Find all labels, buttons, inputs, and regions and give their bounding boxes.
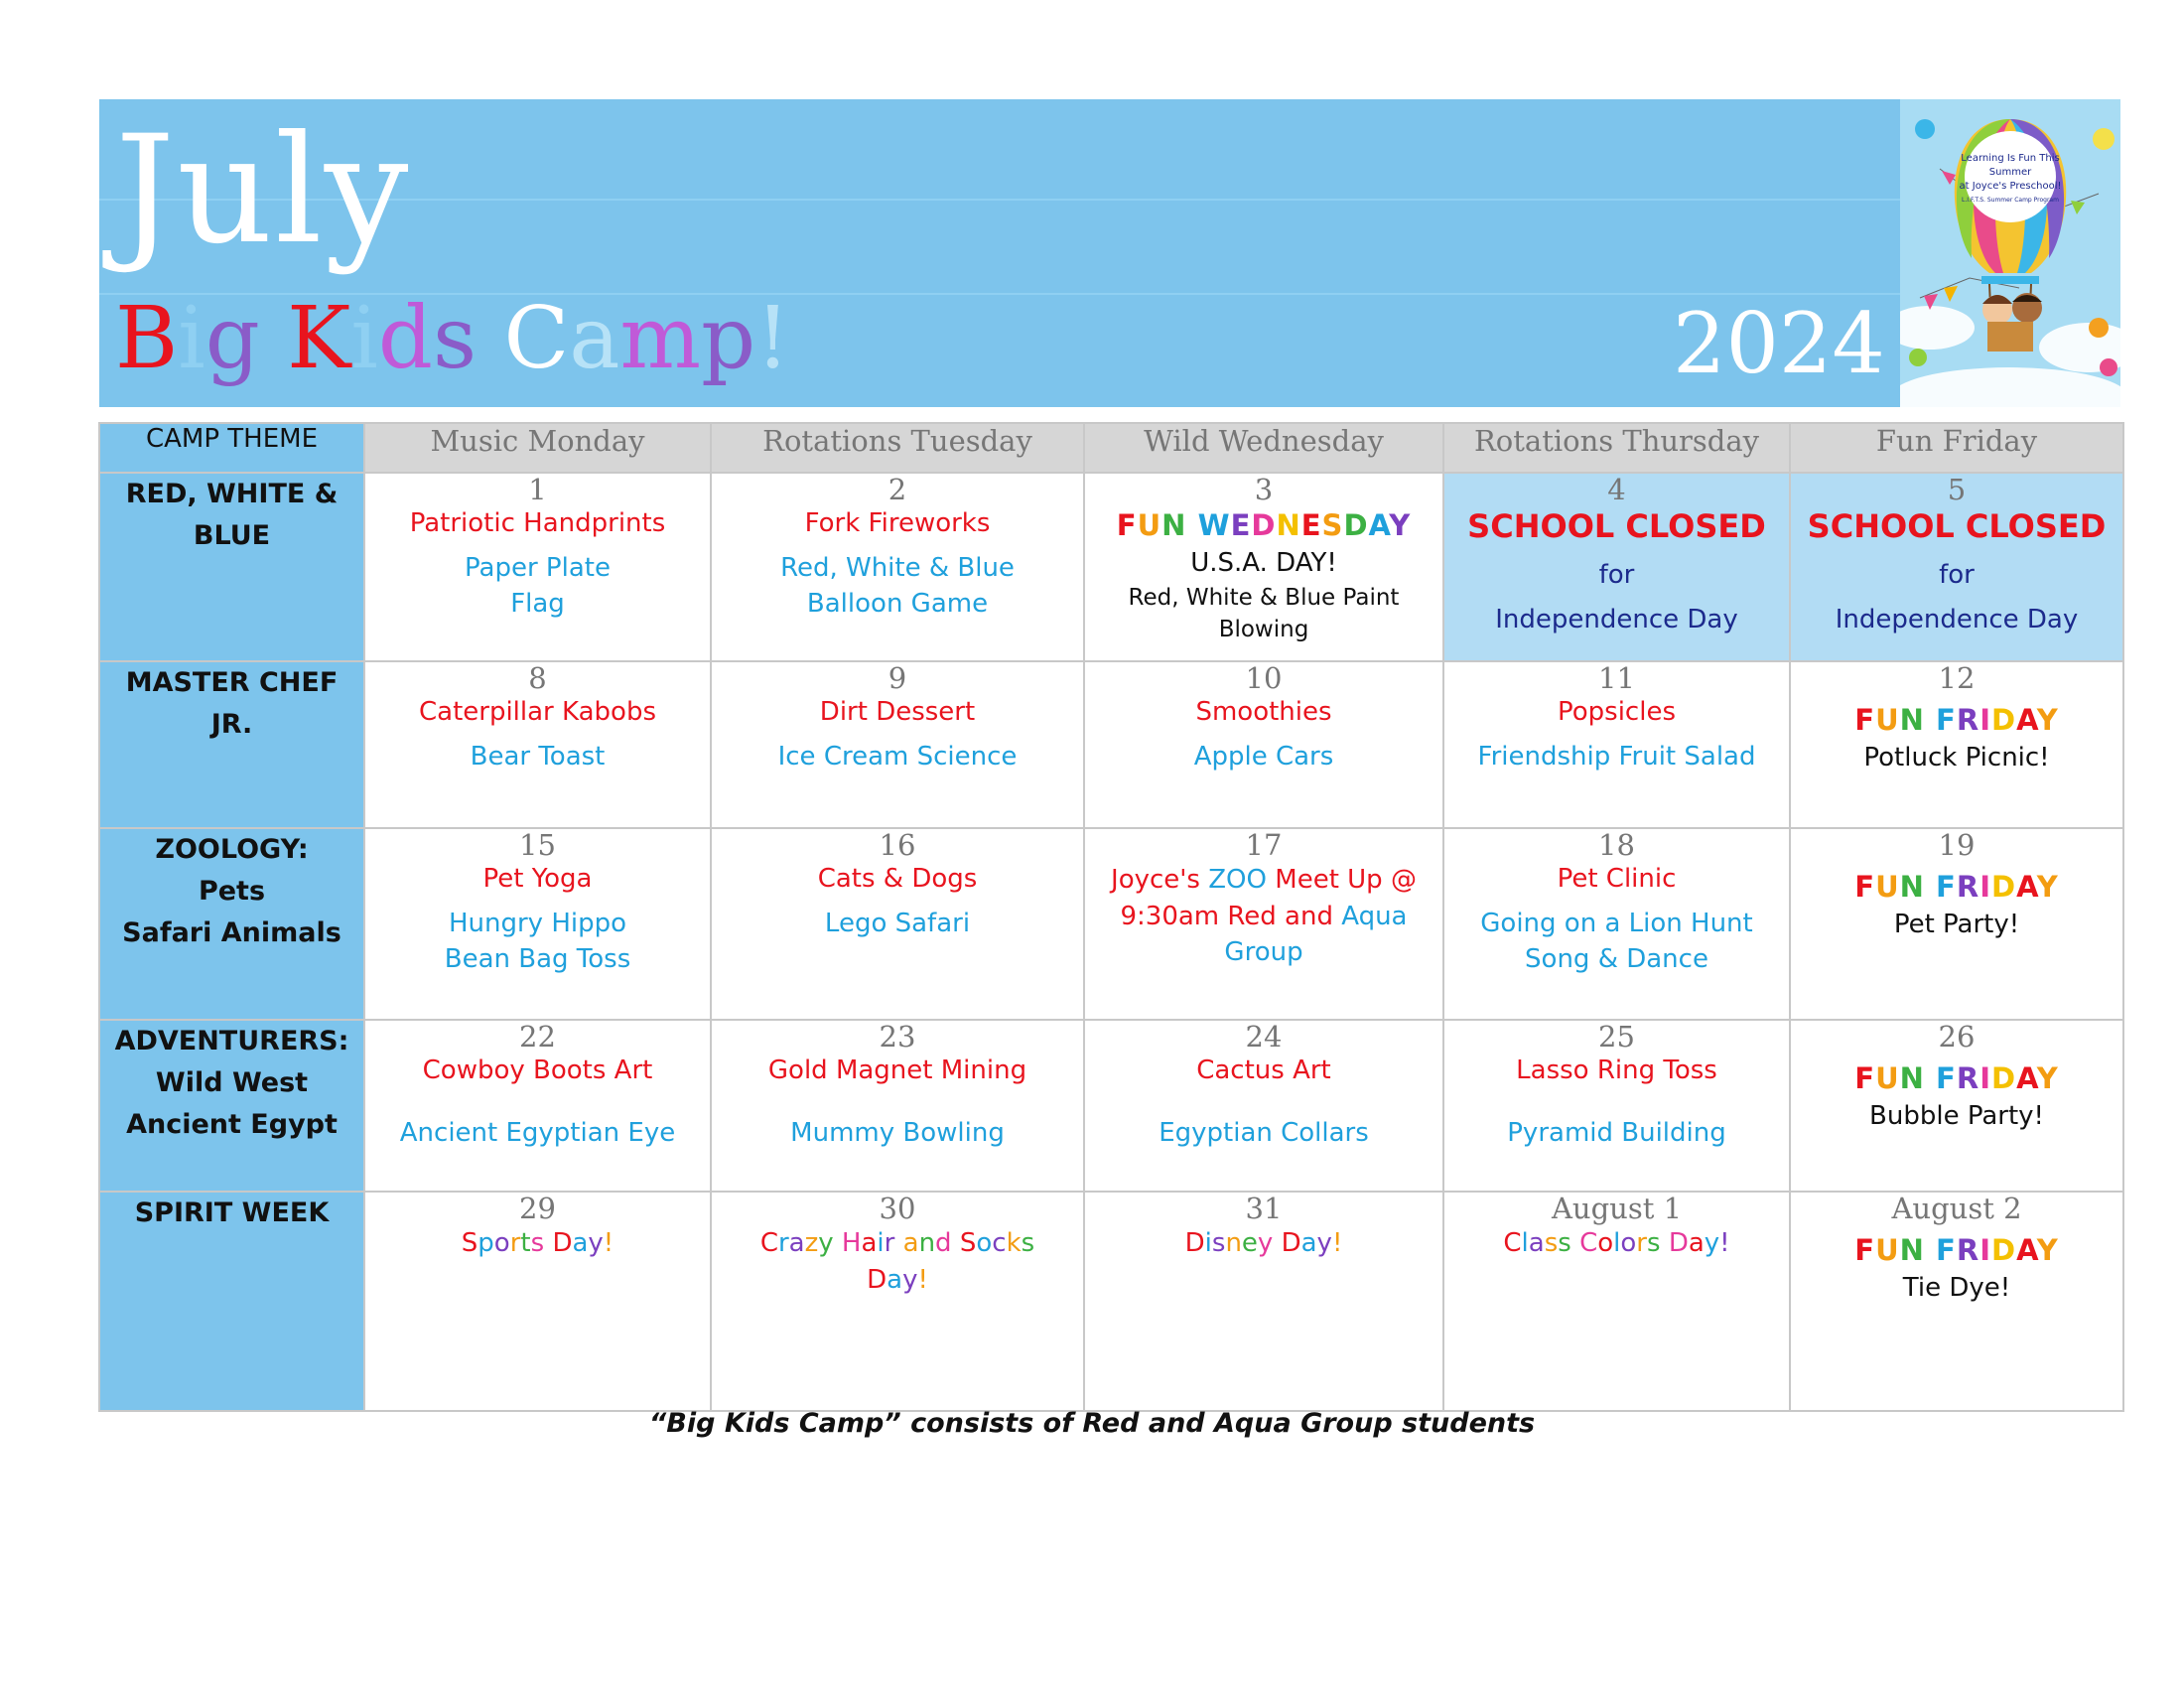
week-row xyxy=(99,828,2123,1020)
spirit-day-text: Crazy Hair and Socks xyxy=(759,1228,1035,1259)
logo-text-line-3: at Joyce's Preschool! xyxy=(1959,181,2062,192)
activity-primary: Cats & Dogs xyxy=(817,864,978,895)
logo-text-line-2: Summer xyxy=(1988,167,2032,178)
closed-reason: Independence Day xyxy=(1495,605,1738,635)
activity-text: Potluck Picnic! xyxy=(1863,743,2050,774)
activity-text: Bubble Party! xyxy=(1869,1101,2044,1132)
activity-primary: Lasso Ring Toss xyxy=(1516,1055,1717,1086)
day-header-tuesday: Rotations Tuesday xyxy=(711,423,1084,473)
camp-logo-balloon-icon xyxy=(1900,99,2120,407)
spirit-day-text: Sports Day! xyxy=(461,1228,614,1259)
day-cell xyxy=(1443,828,1790,1020)
date-number: 10 xyxy=(1245,661,1283,695)
activity-text: Pet Party! xyxy=(1893,910,2020,940)
closed-for-label: for xyxy=(1939,559,1975,590)
day-cell xyxy=(1790,661,2123,828)
day-cell xyxy=(711,828,1084,1020)
activity-primary: Dirt Dessert xyxy=(819,697,976,728)
date-number: 23 xyxy=(879,1020,916,1054)
activity-primary: Pet Yoga xyxy=(482,864,593,895)
activity-secondary: Balloon Game xyxy=(806,589,989,620)
fun-day-banner: FUN FRIDAY xyxy=(1854,1061,2059,1096)
camp-theme-cell xyxy=(99,828,364,1020)
date-number: 11 xyxy=(1598,661,1635,695)
date-number: 2 xyxy=(887,473,907,506)
camp-title: Big Kids Camp! xyxy=(115,289,790,388)
day-header-wednesday: Wild Wednesday xyxy=(1084,423,1443,473)
day-cell xyxy=(1084,661,1443,828)
week-row xyxy=(99,473,2123,661)
activity-secondary: Song & Dance xyxy=(1525,944,1708,975)
date-number: 5 xyxy=(1947,473,1967,506)
activity-primary: Cactus Art xyxy=(1196,1055,1331,1086)
day-cell xyxy=(1084,828,1443,1020)
activity-primary: Smoothies xyxy=(1195,697,1332,728)
spirit-day-text: Disney Day! xyxy=(1184,1228,1343,1259)
date-number: 15 xyxy=(519,828,556,862)
day-cell xyxy=(1443,1192,1790,1411)
footnote: “Big Kids Camp” consists of Red and Aqua Group students xyxy=(648,1408,1536,1439)
day-cell xyxy=(711,661,1084,828)
week-row xyxy=(99,1192,2123,1411)
activity-primary: Fork Fireworks xyxy=(804,508,991,539)
activity-secondary: Going on a Lion Hunt xyxy=(1480,909,1753,939)
activity-primary: Gold Magnet Mining xyxy=(767,1055,1027,1086)
activity-text: Red, White & Blue Paint xyxy=(1128,584,1400,611)
day-cell xyxy=(1084,1192,1443,1411)
activity-secondary: Friendship Fruit Salad xyxy=(1477,742,1756,773)
day-header-friday: Fun Friday xyxy=(1790,423,2123,473)
camp-theme-cell xyxy=(99,1020,364,1192)
camp-theme-label: ADVENTURERS: xyxy=(114,1026,349,1056)
activity-secondary: Flag xyxy=(510,589,565,620)
activity-secondary: Pyramid Building xyxy=(1507,1118,1726,1149)
activity-primary: Caterpillar Kabobs xyxy=(418,697,656,728)
date-number: 18 xyxy=(1598,828,1635,862)
spirit-day-text: Day! xyxy=(867,1265,928,1296)
day-cell xyxy=(1443,661,1790,828)
date-number: 19 xyxy=(1938,828,1976,862)
header-banner xyxy=(99,99,2120,407)
day-cell xyxy=(364,1020,711,1192)
camp-theme-label: JR. xyxy=(210,708,253,740)
date-number: 16 xyxy=(879,828,916,862)
closed-reason: Independence Day xyxy=(1835,605,2079,635)
day-cell xyxy=(364,473,711,661)
fun-day-banner: FUN FRIDAY xyxy=(1854,1233,2059,1268)
camp-theme-label: Ancient Egypt xyxy=(126,1108,338,1140)
activity-secondary: Ancient Egyptian Eye xyxy=(399,1118,676,1149)
activity-secondary: Egyptian Collars xyxy=(1159,1118,1369,1149)
calendar-header-row xyxy=(99,423,2123,473)
day-cell xyxy=(1443,473,1790,661)
day-cell xyxy=(1790,1020,2123,1192)
day-cell xyxy=(711,1192,1084,1411)
day-cell xyxy=(1084,473,1443,661)
date-number: 22 xyxy=(519,1020,556,1054)
date-number: 4 xyxy=(1607,473,1626,506)
closed-for-label: for xyxy=(1598,559,1635,590)
date-number: 24 xyxy=(1245,1020,1283,1054)
day-cell xyxy=(1790,473,2123,661)
date-number: 12 xyxy=(1938,661,1976,695)
activity-primary: Patriotic Handprints xyxy=(409,508,666,539)
logo-text-line-4: L.I.F.T.S. Summer Camp Program xyxy=(1962,197,2059,204)
day-header-monday: Music Monday xyxy=(364,423,711,473)
school-closed-label: SCHOOL CLOSED xyxy=(1467,507,1766,546)
date-number: 8 xyxy=(528,661,547,695)
fun-day-banner: FUN FRIDAY xyxy=(1854,870,2059,905)
date-number: August 2 xyxy=(1891,1192,2022,1225)
camp-theme-header: CAMP THEME xyxy=(99,423,364,473)
day-cell xyxy=(364,828,711,1020)
zoo-meetup-text: Joyce's ZOO Meet Up @ xyxy=(1111,865,1417,896)
activity-secondary: Lego Safari xyxy=(824,909,971,939)
date-number: August 1 xyxy=(1551,1192,1683,1225)
spirit-day-text: Class Colors Day! xyxy=(1503,1228,1730,1259)
activity-secondary: Apple Cars xyxy=(1193,742,1334,773)
day-cell xyxy=(711,473,1084,661)
camp-theme-label: RED, WHITE & xyxy=(125,479,339,509)
activity-primary: Cowboy Boots Art xyxy=(422,1055,653,1086)
month-title: July xyxy=(115,104,411,277)
calendar-table xyxy=(98,422,2124,1412)
date-number: 9 xyxy=(887,661,907,695)
date-number: 1 xyxy=(528,473,547,506)
day-cell xyxy=(1790,828,2123,1020)
date-number: 31 xyxy=(1245,1192,1283,1225)
day-cell xyxy=(711,1020,1084,1192)
activity-primary: Pet Clinic xyxy=(1557,864,1677,895)
activity-secondary: Hungry Hippo xyxy=(448,909,627,939)
activity-secondary: Ice Cream Science xyxy=(777,742,1018,773)
school-closed-label: SCHOOL CLOSED xyxy=(1807,507,2107,546)
camp-theme-cell xyxy=(99,473,364,661)
activity-text: U.S.A. DAY! xyxy=(1190,548,1337,579)
logo-text-line-1: Learning Is Fun This xyxy=(1961,153,2060,164)
camp-theme-label: BLUE xyxy=(193,519,271,551)
camp-theme-cell xyxy=(99,661,364,828)
date-number: 29 xyxy=(519,1192,556,1225)
camp-theme-label: Safari Animals xyxy=(122,916,341,948)
activity-secondary: Paper Plate xyxy=(465,553,611,584)
activity-text: Tie Dye! xyxy=(1902,1273,2011,1304)
year-title: 2024 xyxy=(1673,295,1885,392)
week-row xyxy=(99,661,2123,828)
date-number: 25 xyxy=(1598,1020,1635,1054)
day-header-thursday: Rotations Thursday xyxy=(1443,423,1790,473)
activity-text: Blowing xyxy=(1218,617,1309,643)
day-cell xyxy=(1084,1020,1443,1192)
activity-secondary: Bear Toast xyxy=(470,742,606,773)
date-number: 17 xyxy=(1245,828,1283,862)
camp-theme-label: Pets xyxy=(198,875,266,907)
date-number: 26 xyxy=(1938,1020,1976,1054)
day-cell xyxy=(364,661,711,828)
day-cell xyxy=(1790,1192,2123,1411)
zoo-meetup-text: Group xyxy=(1224,937,1303,968)
day-cell xyxy=(1443,1020,1790,1192)
activity-primary: Popsicles xyxy=(1558,697,1676,728)
activity-secondary: Mummy Bowling xyxy=(790,1118,1005,1149)
camp-theme-label: SPIRIT WEEK xyxy=(134,1197,330,1228)
date-number: 3 xyxy=(1254,473,1274,506)
fun-day-banner: FUN WEDNESDAY xyxy=(1116,508,1412,543)
week-row xyxy=(99,1020,2123,1192)
date-number: 30 xyxy=(879,1192,916,1225)
zoo-meetup-text: 9:30am Red and Aqua xyxy=(1120,902,1408,932)
activity-secondary: Bean Bag Toss xyxy=(444,944,631,975)
camp-theme-label: ZOOLOGY: xyxy=(155,834,309,865)
camp-theme-cell xyxy=(99,1192,364,1411)
fun-day-banner: FUN FRIDAY xyxy=(1854,703,2059,738)
activity-secondary: Red, White & Blue xyxy=(780,553,1015,584)
camp-theme-label: MASTER CHEF xyxy=(125,667,339,698)
camp-theme-label: Wild West xyxy=(155,1066,309,1098)
day-cell xyxy=(364,1192,711,1411)
